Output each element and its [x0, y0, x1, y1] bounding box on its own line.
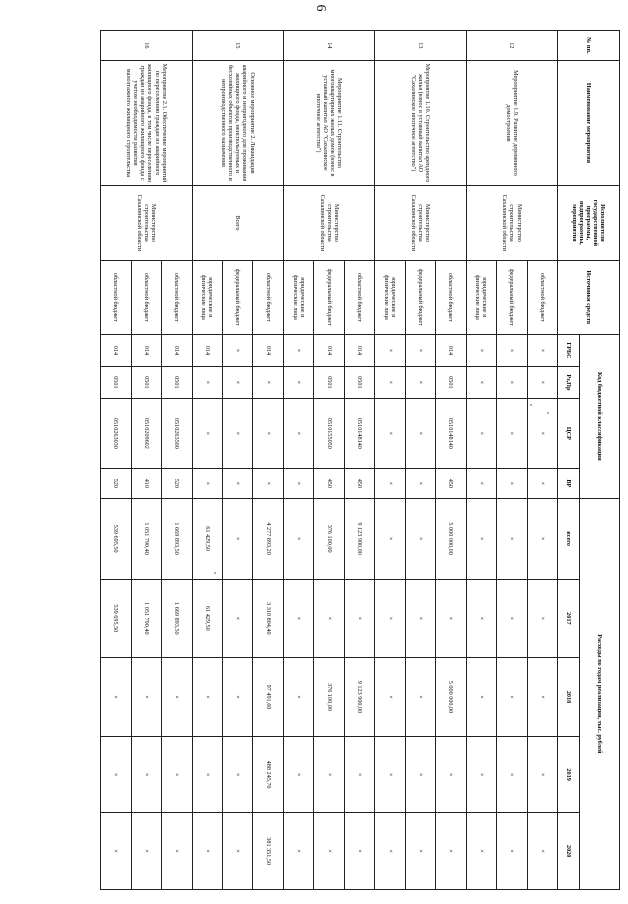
cell-total: 5 000 000,00	[436, 498, 466, 579]
cell-csr: 0510263030	[101, 398, 132, 468]
cell-rzpr: ×	[466, 366, 496, 398]
cell-grbs: 014	[314, 335, 344, 367]
cell-grbs: ×	[527, 335, 557, 367]
row-number: 15	[192, 31, 283, 61]
cell-csr: 0510148140	[436, 398, 466, 468]
cell-total: 9 123 900,00	[344, 498, 374, 579]
row-number: 12	[466, 31, 557, 61]
cell-y2017: ×	[497, 579, 527, 658]
header-num: № пп.	[558, 31, 620, 61]
cell-y2018: 5 000 000,00	[436, 658, 466, 737]
scan-speck	[214, 572, 216, 574]
cell-total: ×	[223, 498, 253, 579]
cell-total: 1 051 790,40	[131, 498, 161, 579]
cell-rzpr: ×	[253, 366, 283, 398]
cell-grbs: ×	[497, 335, 527, 367]
cell-y2019: ×	[375, 736, 405, 813]
cell-rzpr: 0501	[131, 366, 161, 398]
cell-y2020: ×	[223, 813, 253, 890]
funding-source: областной бюджет	[162, 260, 192, 334]
cell-y2018: ×	[192, 658, 222, 737]
cell-vr: ×	[283, 468, 313, 498]
cell-y2020: ×	[375, 813, 405, 890]
cell-y2019: ×	[162, 736, 192, 813]
funding-source: федеральный бюджет	[405, 260, 435, 334]
funding-source: юридические и физические лица	[466, 260, 496, 334]
cell-vr: ×	[192, 468, 222, 498]
header-grbs: ГРБС	[558, 335, 580, 367]
cell-rzpr: ×	[283, 366, 313, 398]
cell-vr: ×	[527, 468, 557, 498]
funding-source: областной бюджет	[344, 260, 374, 334]
cell-csr: ×	[283, 398, 313, 468]
cell-vr: 410	[131, 468, 161, 498]
cell-y2018: ×	[283, 658, 313, 737]
cell-total: ×	[283, 498, 313, 579]
header-rzpr: Рз,Пр	[558, 366, 580, 398]
cell-grbs: 014	[344, 335, 374, 367]
cell-y2018: ×	[497, 658, 527, 737]
cell-rzpr: ×	[375, 366, 405, 398]
cell-y2019: ×	[497, 736, 527, 813]
cell-y2020: ×	[192, 813, 222, 890]
header-source: Источники средств	[558, 260, 620, 334]
cell-grbs: ×	[405, 335, 435, 367]
header-2018: 2018	[558, 658, 580, 737]
header-expenses: Расходы по годам реализации, тыс. рублей	[580, 498, 620, 889]
measure-name: Мероприятие 1.9. Развитие деревянного домостроения	[466, 60, 557, 185]
header-executor: Исполнители государственной программы, подпрограммы, мероприятия	[558, 186, 620, 260]
executor: Министерство строительства Сахалинской области	[283, 186, 374, 260]
cell-total: ×	[466, 498, 496, 579]
cell-y2018: ×	[405, 658, 435, 737]
header-total: всего	[558, 498, 580, 579]
cell-y2018: ×	[131, 658, 161, 737]
cell-y2018: 97 491,60	[253, 658, 283, 737]
cell-y2020: ×	[101, 813, 132, 890]
header-name: Наименование мероприятия	[558, 60, 620, 185]
cell-grbs: 014	[162, 335, 192, 367]
executor: Министерство строительства Сахалинской области	[466, 186, 557, 260]
table-row	[253, 31, 283, 890]
cell-y2017: ×	[405, 579, 435, 658]
cell-rzpr: ×	[497, 366, 527, 398]
header-csr: ЦСР	[558, 398, 580, 468]
table-row	[344, 31, 374, 890]
cell-total: 61 429,50	[192, 498, 222, 579]
cell-csr: ×	[253, 398, 283, 468]
cell-rzpr: ×	[192, 366, 222, 398]
cell-total: ×	[405, 498, 435, 579]
cell-grbs: ×	[375, 335, 405, 367]
cell-y2017: ×	[344, 579, 374, 658]
cell-vr: ×	[466, 468, 496, 498]
cell-y2020: ×	[497, 813, 527, 890]
cell-y2019: ×	[192, 736, 222, 813]
cell-vr: 520	[162, 468, 192, 498]
cell-y2017: ×	[223, 579, 253, 658]
measure-name: Мероприятие 1.11. Строительство многоквартирных жилых домов (взнос в уставный капитал АО "Сахалинское ипотечное агентство")	[283, 60, 374, 185]
measure-name: Мероприятие 1.10. Строительство арендного жилья (взнос в уставный капитал АО "Сахалинское ипотечное агентство")	[375, 60, 466, 185]
cell-y2019: ×	[344, 736, 374, 813]
cell-y2020: ×	[436, 813, 466, 890]
cell-grbs: 014	[253, 335, 283, 367]
cell-rzpr: ×	[405, 366, 435, 398]
cell-y2020: ×	[314, 813, 344, 890]
row-number: 14	[283, 31, 374, 61]
cell-total: ×	[497, 498, 527, 579]
cell-csr: 0510155050	[314, 398, 344, 468]
cell-y2019: ×	[405, 736, 435, 813]
cell-grbs: 014	[101, 335, 132, 367]
cell-y2020: ×	[405, 813, 435, 890]
row-number: 13	[375, 31, 466, 61]
cell-y2018: ×	[375, 658, 405, 737]
cell-vr: ×	[253, 468, 283, 498]
funding-source: юридические и физические лица	[283, 260, 313, 334]
cell-y2019: ×	[283, 736, 313, 813]
header-2019: 2019	[558, 736, 580, 813]
cell-total: ×	[375, 498, 405, 579]
cell-rzpr: 0501	[162, 366, 192, 398]
cell-total: ×	[527, 498, 557, 579]
cell-rzpr: 0501	[344, 366, 374, 398]
cell-rzpr: ×	[223, 366, 253, 398]
cell-csr: ×	[527, 398, 557, 468]
header-2020: 2020	[558, 813, 580, 890]
cell-y2018: ×	[466, 658, 496, 737]
funding-source: федеральный бюджет	[223, 260, 253, 334]
cell-y2017: 3 310 804,40	[253, 579, 283, 658]
cell-y2020: ×	[466, 813, 496, 890]
cell-vr: ×	[497, 468, 527, 498]
cell-csr: ×	[375, 398, 405, 468]
executor: Всего	[192, 186, 283, 260]
cell-csr: ×	[223, 398, 253, 468]
cell-grbs: ×	[223, 335, 253, 367]
funding-source: областной бюджет	[253, 260, 283, 334]
cell-vr: 450	[436, 468, 466, 498]
funding-source: областной бюджет	[101, 260, 132, 334]
cell-vr: 520	[101, 468, 132, 498]
cell-y2020: ×	[344, 813, 374, 890]
measure-name: Мероприятие 2.1. Обеспечение мероприятий по переселению граждан из аварийного жилищного фонда, в том числе переселению граждан из аварийного жилищного фонда с учетом необходимости развития малоэтажного жилищного строительства	[101, 60, 193, 185]
funding-source: юридические и физические лица	[192, 260, 222, 334]
cell-y2018: ×	[527, 658, 557, 737]
cell-y2017: 61 429,50	[192, 579, 222, 658]
cell-grbs: 014	[192, 335, 222, 367]
cell-rzpr: 0501	[314, 366, 344, 398]
cell-vr: ×	[223, 468, 253, 498]
cell-rzpr: 0501	[436, 366, 466, 398]
cell-csr: ×	[192, 398, 222, 468]
cell-y2020: ×	[162, 813, 192, 890]
cell-y2020: 381 351,50	[253, 813, 283, 890]
scan-speck	[547, 412, 549, 414]
cell-y2017: ×	[466, 579, 496, 658]
cell-csr: ×	[497, 398, 527, 468]
page-number: 6	[313, 4, 328, 12]
cell-y2018: 376 100,00	[314, 658, 344, 737]
cell-csr: ×	[466, 398, 496, 468]
cell-csr: 0510148140	[344, 398, 374, 468]
cell-y2020: ×	[283, 813, 313, 890]
cell-grbs: ×	[283, 335, 313, 367]
funding-source: областной бюджет	[436, 260, 466, 334]
cell-y2020: ×	[131, 813, 161, 890]
cell-y2017: ×	[527, 579, 557, 658]
cell-vr: ×	[375, 468, 405, 498]
measure-name: Основное мероприятие 2. Ликвидация аварийного и непригодного для проживания жилищного фонда, неиспользуемых и бесхозяйных объектов производственного и непроизводственного назначения	[192, 60, 283, 185]
funding-source: областной бюджет	[527, 260, 557, 334]
cell-grbs: 014	[436, 335, 466, 367]
cell-total: 539 695,50	[101, 498, 132, 579]
scan-speck	[530, 404, 532, 406]
cell-rzpr: 0501	[101, 366, 132, 398]
cell-y2019: ×	[131, 736, 161, 813]
funding-source: юридические и физические лица	[375, 260, 405, 334]
cell-total: 376 100,00	[314, 498, 344, 579]
cell-y2017: ×	[283, 579, 313, 658]
header-budget-code: Код бюджетной классификации	[580, 335, 620, 499]
cell-y2017: 1 669 893,50	[162, 579, 192, 658]
cell-csr: ×	[405, 398, 435, 468]
executor: Министерство строительства Сахалинской области	[101, 186, 193, 260]
cell-y2017: ×	[375, 579, 405, 658]
cell-grbs: 014	[131, 335, 161, 367]
cell-y2017: 539 695,50	[101, 579, 132, 658]
table-header	[558, 31, 620, 890]
cell-total: 4 277 893,20	[253, 498, 283, 579]
cell-y2018: ×	[101, 658, 132, 737]
funding-source: областной бюджет	[131, 260, 161, 334]
budget-table	[100, 30, 620, 890]
funding-source: федеральный бюджет	[497, 260, 527, 334]
table-row	[527, 31, 557, 890]
funding-source: федеральный бюджет	[314, 260, 344, 334]
cell-vr: 450	[314, 468, 344, 498]
cell-csr: 0510209602	[131, 398, 161, 468]
cell-y2019: ×	[436, 736, 466, 813]
cell-y2018: ×	[223, 658, 253, 737]
cell-vr: 450	[344, 468, 374, 498]
cell-y2018: 9 123 900,00	[344, 658, 374, 737]
cell-y2019: ×	[527, 736, 557, 813]
cell-csr: 0510263500	[162, 398, 192, 468]
cell-y2019: ×	[101, 736, 132, 813]
cell-grbs: ×	[466, 335, 496, 367]
cell-y2017: 1 051 790,40	[131, 579, 161, 658]
cell-total: 1 669 893,50	[162, 498, 192, 579]
cell-y2019: ×	[223, 736, 253, 813]
cell-y2019: ×	[466, 736, 496, 813]
cell-rzpr: ×	[527, 366, 557, 398]
table-body	[101, 31, 558, 890]
table-row	[436, 31, 466, 890]
row-number: 16	[101, 31, 193, 61]
cell-y2019: ×	[314, 736, 344, 813]
table-row	[162, 31, 192, 890]
header-2017: 2017	[558, 579, 580, 658]
rotated-document	[100, 30, 620, 890]
executor: Министерство строительства Сахалинской области	[375, 186, 466, 260]
cell-y2019: 488 245,70	[253, 736, 283, 813]
cell-y2020: ×	[527, 813, 557, 890]
cell-vr: ×	[405, 468, 435, 498]
cell-y2018: ×	[162, 658, 192, 737]
cell-y2017: ×	[314, 579, 344, 658]
cell-y2017: ×	[436, 579, 466, 658]
header-vr: ВР	[558, 468, 580, 498]
